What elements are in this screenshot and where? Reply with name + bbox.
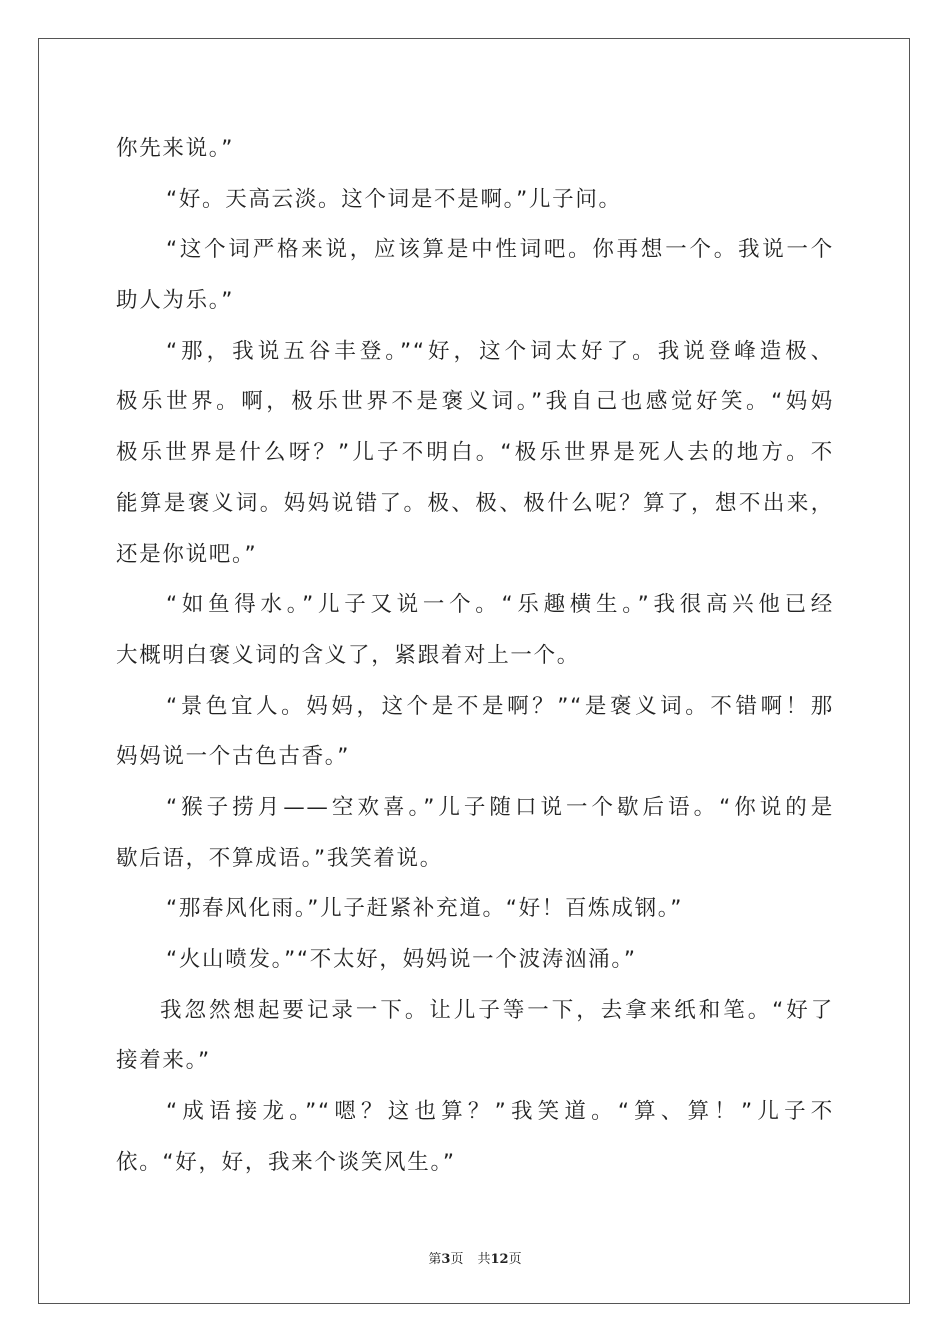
footer-total-suffix: 页 <box>508 1252 522 1267</box>
text-line: 依。“好，好，我来个谈笑风生。” <box>116 1149 456 1175</box>
text-line: 妈妈说一个古色古香。” <box>116 744 351 770</box>
text-line: 极乐世界是什么呀？”儿子不明白。“极乐世界是死人去的地方。不 <box>116 440 834 466</box>
text-line: “那，我说五谷丰登。”“好，这个词太好了。我说登峰造极、 <box>166 338 834 364</box>
text-line: “猴子捞月——空欢喜。”儿子随口说一个歇后语。“你说的是 <box>166 794 834 820</box>
footer-total-pages: 12 <box>490 1252 509 1267</box>
text-line: “好。天高云淡。这个词是不是啊。”儿子问。 <box>166 186 622 212</box>
text-line: 助人为乐。” <box>116 288 235 314</box>
text-line: 接着来。” <box>116 1048 211 1074</box>
text-line: “如鱼得水。”儿子又说一个。“乐趣横生。”我很高兴他已经 <box>166 592 834 618</box>
document-body <box>116 124 834 1188</box>
text-line: 我忽然想起要记录一下。让儿子等一下，去拿来纸和笔。“好了 <box>160 997 834 1023</box>
text-line: 还是你说吧。” <box>116 541 258 567</box>
text-line: “火山喷发。”“不太好，妈妈说一个波涛汹涌。” <box>166 947 637 972</box>
text-line: 大概明白褒义词的含义了，紧跟着对上一个。 <box>116 642 581 668</box>
text-line: 歇后语，不算成语。”我笑着说。 <box>116 845 443 871</box>
text-line: “这个词严格来说，应该算是中性词吧。你再想一个。我说一个 <box>166 237 834 263</box>
text-line: 极乐世界。啊，极乐世界不是褒义词。”我自己也感觉好笑。“妈妈 <box>116 389 834 415</box>
footer-page-prefix: 第 <box>428 1252 442 1267</box>
footer-total-prefix: 共 <box>477 1252 491 1267</box>
footer-page-number: 3 <box>441 1252 451 1267</box>
text-line: 你先来说。” <box>116 136 235 161</box>
text-line: “那春风化雨。”儿子赶紧补充道。“好！百炼成钢。” <box>166 896 684 922</box>
text-line: 能算是褒义词。妈妈说错了。极、极、极什么呢？算了，想不出来， <box>116 490 834 516</box>
footer-page-suffix: 页 <box>450 1252 464 1267</box>
page-footer <box>0 1248 950 1267</box>
text-line: “成语接龙。”“嗯？这也算？”我笑道。“算、算！”儿子不 <box>166 1099 834 1125</box>
text-line: “景色宜人。妈妈，这个是不是啊？”“是褒义词。不错啊！那 <box>166 693 834 719</box>
